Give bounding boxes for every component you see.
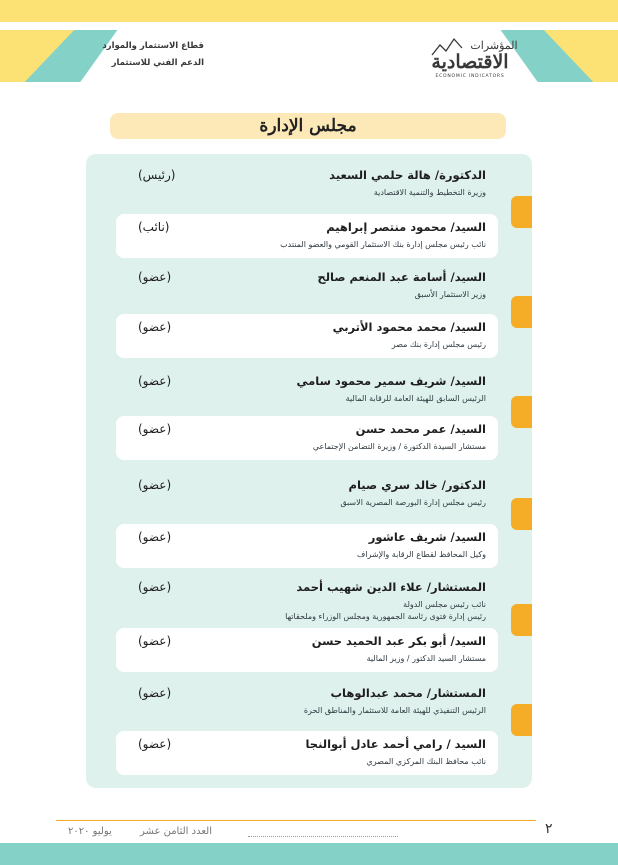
member-name: السيد/ شريف سمير محمود سامي <box>296 374 486 388</box>
side-tab <box>511 604 532 636</box>
member-position: مستشار السيدة الدكتورة / وزيرة التضامن الإجتماعي <box>312 442 486 451</box>
member-role: (عضو) <box>138 270 172 284</box>
member-name: السيد/ محمود منتصر إبراهيم <box>326 220 486 234</box>
sector-line-1: قطاع الاستثمار والموارد <box>102 41 204 51</box>
member-position: نائب محافظ البنك المركزي المصري <box>366 757 486 766</box>
board-member-entry <box>100 472 498 516</box>
member-position: الرئيس التنفيذي للهيئة العامة للاستثمار والمناطق الحرة <box>303 706 486 715</box>
page-number: ٢ <box>545 821 553 837</box>
board-member-entry <box>116 524 498 568</box>
economic-indicators-logo <box>418 33 522 79</box>
member-role: (رئيس) <box>138 168 176 182</box>
board-member-entry <box>116 731 498 775</box>
member-name: السيد/ محمد محمود الأتربي <box>332 320 486 334</box>
member-role: (عضو) <box>138 686 172 700</box>
member-name: الدكتورة/ هالة حلمي السعيد <box>329 168 486 182</box>
board-member-entry <box>116 628 498 672</box>
member-position: رئيس مجلس إدارة البورصة المصرية الاسبق <box>340 498 486 507</box>
member-position: وكيل المحافظ لقطاع الرقابة والإشراف <box>356 550 486 559</box>
member-role: (عضو) <box>138 320 172 334</box>
side-tab <box>511 196 532 228</box>
member-role: (عضو) <box>138 374 172 388</box>
board-member-entry <box>100 680 498 724</box>
page-title: مجلس الإدارة <box>110 113 506 139</box>
logo-english: ECONOMIC INDICATORS <box>435 74 505 79</box>
member-role: (عضو) <box>138 737 172 751</box>
member-name: السيد/ أبو بكر عبد الحميد حسن <box>311 634 486 648</box>
footer-dotted-leader <box>248 836 398 837</box>
member-position: نائب رئيس مجلس إدارة بنك الاستثمار القومي والعضو المنتدب <box>280 240 486 249</box>
member-role: (عضو) <box>138 580 172 594</box>
member-position: نائب رئيس مجلس الدولة <box>403 600 486 609</box>
member-name: السيد/ أسامة عبد المنعم صالح <box>317 270 486 284</box>
side-tab <box>511 296 532 328</box>
member-name: السيد/ عمر محمد حسن <box>355 422 486 436</box>
board-member-entry <box>100 574 498 624</box>
member-role: (عضو) <box>138 478 172 492</box>
footer-rule <box>56 820 536 821</box>
member-name: الدكتور/ خالد سري صيام <box>348 478 486 492</box>
member-role: (نائب) <box>138 220 170 234</box>
board-member-entry <box>116 314 498 358</box>
bottom-color-band <box>0 843 618 865</box>
member-position: مستشار السيد الدكتور / وزير المالية <box>366 654 486 663</box>
member-position: الرئيس السابق للهيئة العامة للرقابة المالية <box>345 394 486 403</box>
member-name: المستشار/ محمد عبدالوهاب <box>330 686 486 700</box>
side-tab <box>511 704 532 736</box>
member-role: (عضو) <box>138 634 172 648</box>
board-member-entry <box>100 162 498 206</box>
member-position: رئيس إدارة فتوى رئاسة الجمهورية ومجلس الوزراء وملحقاتها <box>285 612 486 621</box>
member-position: وزير الاستثمار الأسبق <box>414 290 486 299</box>
issue-date: يوليو ٢٠٢٠ <box>68 826 112 837</box>
member-role: (عضو) <box>138 530 172 544</box>
sector-line-2: الدعم الفني للاستثمار <box>111 58 204 68</box>
logo-main-word: الاقتصادية <box>431 51 509 73</box>
side-tab <box>511 498 532 530</box>
logo-word: المؤشرات <box>470 39 518 52</box>
board-member-entry <box>100 368 498 412</box>
board-member-entry <box>116 214 498 258</box>
member-position: وزيرة التخطيط والتنمية الاقتصادية <box>373 188 486 197</box>
sector-label <box>92 38 204 72</box>
member-name: السيد/ شريف عاشور <box>368 530 486 544</box>
board-member-entry <box>100 264 498 308</box>
member-position: رئيس مجلس إدارة بنك مصر <box>391 340 486 349</box>
member-role: (عضو) <box>138 422 172 436</box>
board-member-entry <box>116 416 498 460</box>
member-name: السيد / رامي أحمد عادل أبوالنجا <box>305 737 486 751</box>
issue-label: العدد الثامن عشر <box>140 826 212 837</box>
page-header <box>0 30 618 82</box>
top-color-band <box>0 0 618 22</box>
member-name: المستشار/ علاء الدين شهيب أحمد <box>296 580 486 594</box>
side-tab <box>511 396 532 428</box>
